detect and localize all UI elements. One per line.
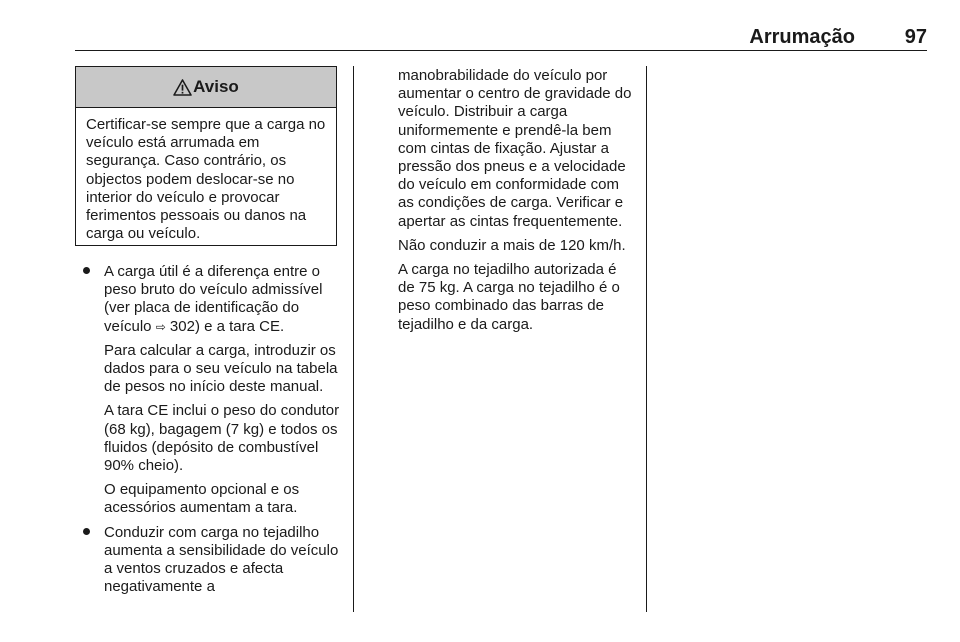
section-title: Arrumação	[749, 26, 855, 48]
warning-header	[76, 67, 336, 108]
text-run: A carga útil é a diferença entre o peso bruto do veículo admissível (ver placa de identificação do veículo	[104, 263, 323, 335]
bullet-icon	[83, 267, 90, 274]
paragraph: A carga no tejadilho autorizada é de 75 kg. A carga no tejadilho é o peso combinado das barras de tejadilho e da carga.	[398, 261, 620, 333]
bullet-icon	[83, 528, 90, 535]
page-header	[75, 24, 927, 51]
paragraph: Não conduzir a mais de 120 km/h.	[398, 236, 626, 254]
paragraph: Para calcular a carga, introduzir os dados para o seu veículo na tabela de pesos no início deste manual.	[104, 341, 338, 396]
warning-box	[75, 66, 337, 246]
bullet-list	[80, 263, 342, 602]
column-divider	[646, 66, 647, 612]
warning-triangle-icon	[173, 79, 192, 96]
page-number: 97	[904, 26, 927, 48]
warning-title: Aviso	[193, 77, 239, 96]
paragraph: O equipamento opcional e os acessórios aumentam a tara.	[104, 481, 300, 517]
list-item	[80, 263, 342, 518]
paragraph: Conduzir com carga no tejadilho aumenta a sensibilidade do veículo a ventos cruzados e afecta negativamente a	[104, 523, 339, 596]
paragraph: manobrabilidade do veículo por aumentar o centro de gravidade do veículo. Distribuir a carga uniformemente e prendê-la bem com cintas de fixação. Ajustar a pressão dos pneus e a velocidade do veículo em conformidade com as condições de carga. Verificar e apertar as cintas frequentemente.	[398, 67, 632, 230]
text-run: 302) e a tara CE.	[165, 317, 285, 335]
column-divider	[353, 66, 354, 612]
page-reference-arrow-icon: ⇨	[155, 319, 166, 334]
paragraph	[104, 263, 342, 336]
paragraph: A tara CE inclui o peso do condutor (68 kg), bagagem (7 kg) e todos os fluidos (depósito de combustível 90% cheio).	[104, 402, 340, 475]
list-item	[80, 524, 342, 597]
right-column	[398, 67, 636, 340]
warning-text: Certificar-se sempre que a carga no veículo está arrumada em segurança. Caso contrário, os objectos podem deslocar-se no interior do veículo e provocar ferimentos pessoais ou danos na carga ou veículo.	[86, 116, 326, 243]
